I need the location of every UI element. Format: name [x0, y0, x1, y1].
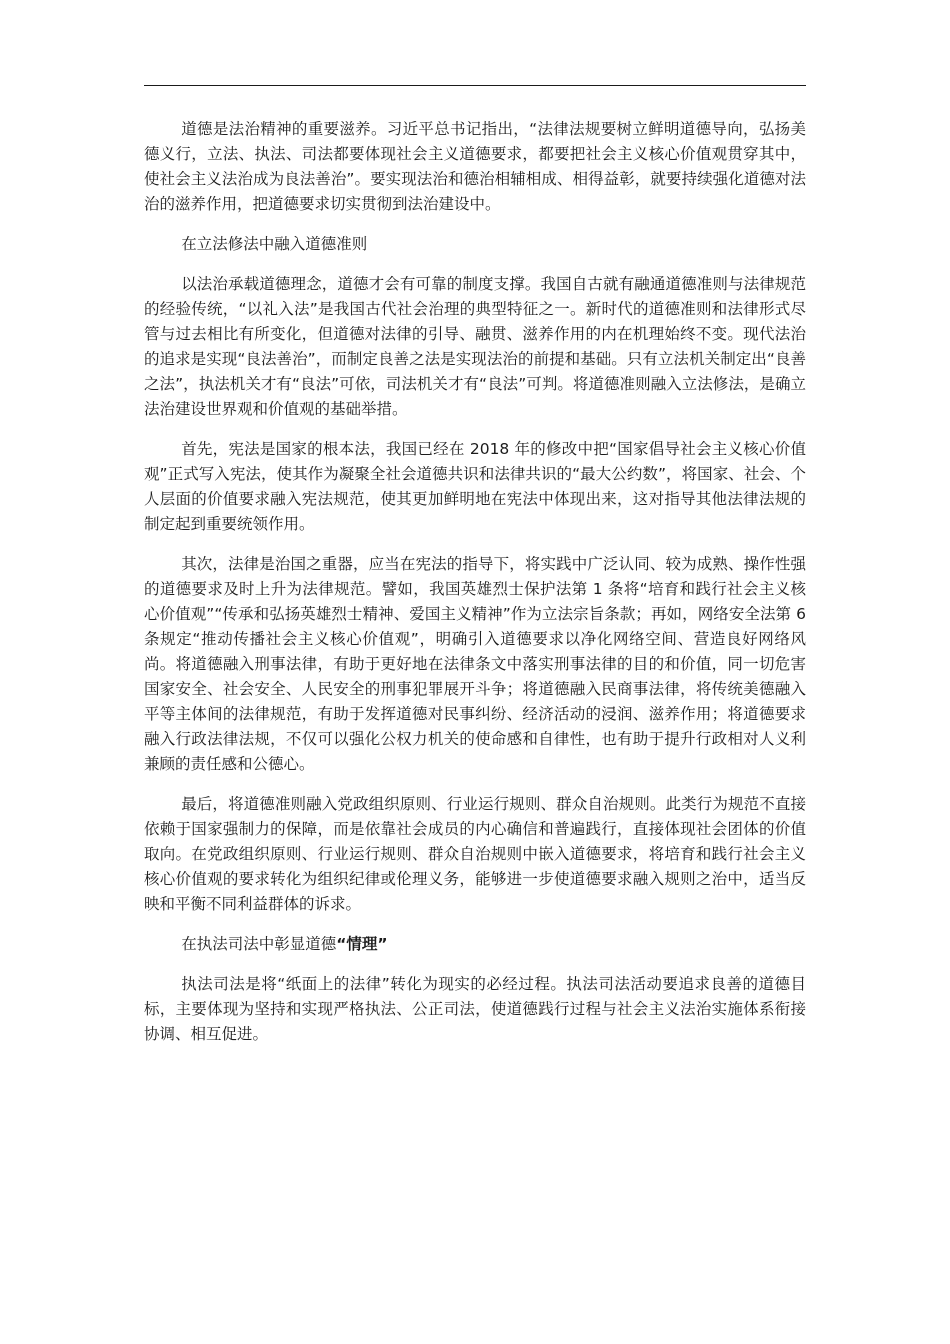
- section-heading-enforcement-emphasis: “情理”: [336, 935, 388, 953]
- paragraph-enforcement: 执法司法是将“纸面上的法律”转化为现实的必经过程。执法司法活动要追求良善的道德目标，主要体现为坚持和实现严格执法、公正司法，使道德践行过程与社会主义法治实施体系衔接协调、相互促进。: [144, 975, 806, 1043]
- section-heading-enforcement: [144, 932, 806, 957]
- paragraph-first: 首先，宪法是国家的根本法，我国已经在 2018 年的修改中把“国家倡导社会主义核心价值观”正式写入宪法，使其作为凝聚全社会道德共识和法律共识的“最大公约数”，将国家、社会、个人层面的价值要求融入宪法规范，使其更加鲜明地在宪法中体现出来，这对指导其他法律法规的制定起到重要统领作用。: [144, 440, 806, 533]
- header-rule: [144, 85, 806, 86]
- paragraph-finally: 最后，将道德准则融入党政组织原则、行业运行规则、群众自治规则。此类行为规范不直接依赖于国家强制力的保障，而是依靠社会成员的内心确信和普遍践行，直接体现社会团体的价值取向。在党政组织原则、行业运行规则、群众自治规则中嵌入道德要求，将培育和践行社会主义核心价值观的要求转化为组织纪律或伦理义务，能够进一步使道德要求融入规则之治中，适当反映和平衡不同利益群体的诉求。: [144, 795, 806, 913]
- document-body: [144, 117, 806, 1062]
- paragraph-legislation: 以法治承载道德理念，道德才会有可靠的制度支撑。我国自古就有融通道德准则与法律规范的经验传统，“以礼入法”是我国古代社会治理的典型特征之一。新时代的道德准则和法律形式尽管与过去相比有所变化，但道德对法律的引导、融贯、滋养作用的内在机理始终不变。现代法治的追求是实现“良法善治”，而制定良善之法是实现法治的前提和基础。只有立法机关制定出“良善之法”，执法机关才有“良法”可依，司法机关才有“良法”可判。将道德准则融入立法修法，是确立法治建设世界观和价值观的基础举措。: [144, 275, 806, 418]
- section-heading-enforcement-text: 在执法司法中彰显道德: [181, 935, 337, 953]
- paragraph-second: 其次，法律是治国之重器，应当在宪法的指导下，将实践中广泛认同、较为成熟、操作性强的道德要求及时上升为法律规范。譬如，我国英雄烈士保护法第 1 条将“培育和践行社会主义核心价值观”“传承和弘扬英雄烈士精神、爱国主义精神”作为立法宗旨条款；再如，网络安全法第 6 条规定“推动传播社会主义核心价值观”，明确引入道德要求以净化网络空间、营造良好网络风尚。将道德融入刑事法律，有助于更好地在法律条文中落实刑事法律的目的和价值，同一切危害国家安全、社会安全、人民安全的刑事犯罪展开斗争；将道德融入民商事法律，将传统美德融入平等主体间的法律规范，有助于发挥道德对民事纠纷、经济活动的浸润、滋养作用；将道德要求融入行政法律法规，不仅可以强化公权力机关的使命感和自律性，也有助于提升行政相对人义利兼顾的责任感和公德心。: [144, 555, 806, 773]
- paragraph-intro: 道德是法治精神的重要滋养。习近平总书记指出，“法律法规要树立鲜明道德导向，弘扬美德义行，立法、执法、司法都要体现社会主义道德要求，都要把社会主义核心价值观贯穿其中，使社会主义法治成为良法善治”。要实现法治和德治相辅相成、相得益彰，就要持续强化道德对法治的滋养作用，把道德要求切实贯彻到法治建设中。: [144, 120, 806, 213]
- section-heading-legislation: 在立法修法中融入道德准则: [181, 235, 368, 253]
